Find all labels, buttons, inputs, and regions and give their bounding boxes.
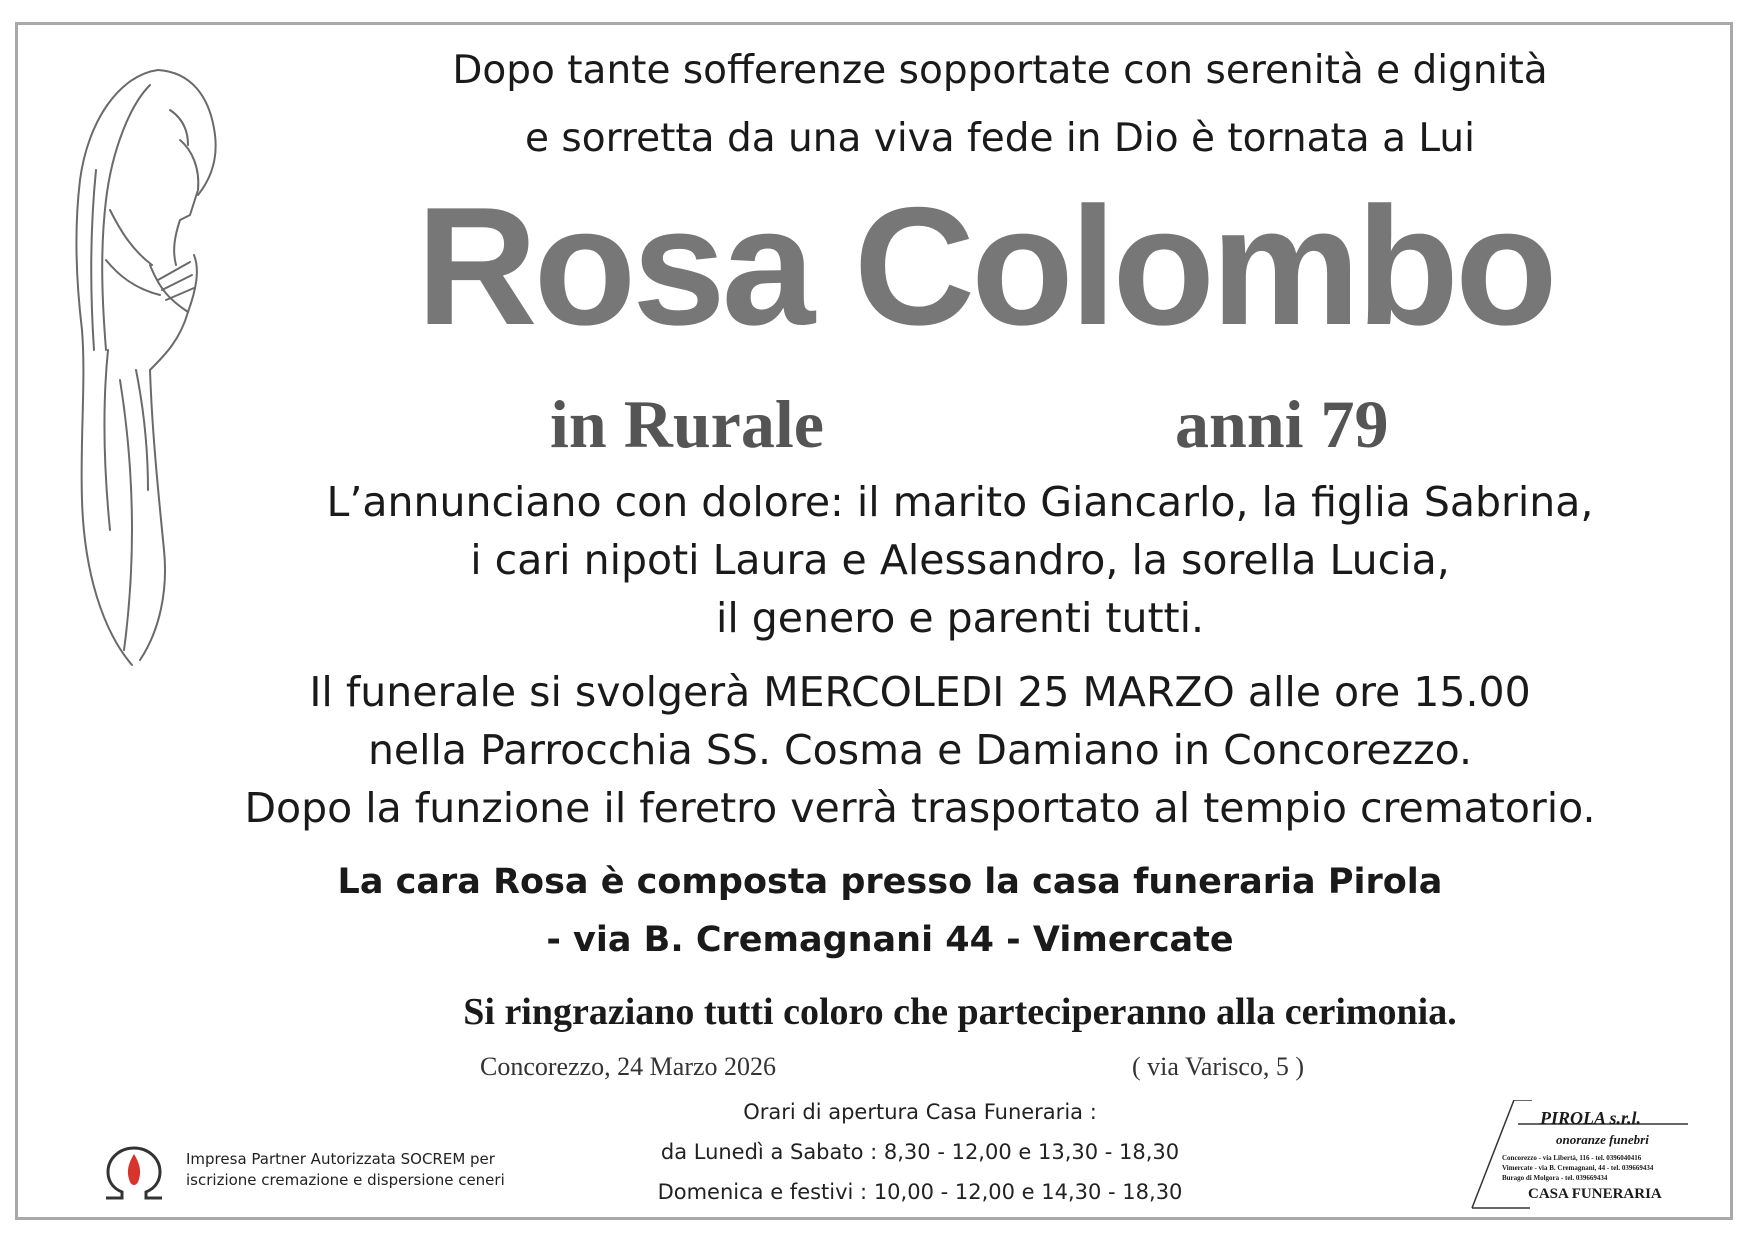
pirola-title: PIROLA s.r.l. [1540,1108,1642,1128]
funeral-line-1: Il funerale si svolgerà MERCOLEDI 25 MARZO alle ore 15.00 [309,668,1531,716]
home-line-2: - via B. Cremagnani 44 - Vimercate [546,920,1234,960]
funeral-line-2: nella Parrocchia SS. Cosma e Damiano in Concorezzo. [367,726,1473,774]
deceased-age: anni 79 [1175,386,1389,462]
married-name: in Rurale [550,386,824,462]
deceased-name: Rosa Colombo [416,172,1554,360]
hours-weekdays: da Lunedì a Sabato : 8,30 - 12,00 e 13,30 - 18,30 [660,1140,1180,1164]
home-address: ( via Varisco, 5 ) [1132,1052,1305,1081]
thanks-line: Si ringraziano tutti coloro che parteciperanno alla cerimonia. [463,991,1457,1033]
pirola-footer: CASA FUNERARIA [1528,1186,1662,1202]
omega-flame-icon [98,1140,170,1204]
announcement-line-3: il genero e parenti tutti. [715,594,1205,642]
pirola-address-1: Concorezzo - via Libertà, 116 - tel. 0396040416 [1502,1154,1642,1162]
announcement-line-2: i cari nipoti Laura e Alessandro, la sorella Lucia, [470,536,1450,584]
praying-madonna-drawing [40,50,235,680]
socrem-line-2: iscrizione cremazione e dispersione ceneri [186,1171,505,1189]
home-line-1: La cara Rosa è composta presso la casa funeraria Pirola [337,862,1443,902]
hours-holidays: Domenica e festivi : 10,00 - 12,00 e 14,30 - 18,30 [657,1180,1183,1204]
intro-line-2: e sorretta da una viva fede in Dio è tornata a Lui [525,116,1475,161]
pirola-subtitle: onoranze funebri [1556,1132,1649,1147]
intro-line-1: Dopo tante sofferenze sopportate con serenità e dignità [452,48,1548,93]
pirola-address-3: Burago di Molgora - tel. 039669434 [1502,1174,1608,1182]
socrem-line-1: Impresa Partner Autorizzata SOCREM per [186,1150,495,1168]
funeral-line-3: Dopo la funzione il feretro verrà trasportato al tempio crematorio. [244,784,1596,832]
hours-title: Orari di apertura Casa Funeraria : [743,1100,1097,1124]
announcement-line-1: L’annunciano con dolore: il marito Giancarlo, la figlia Sabrina, [326,478,1594,526]
pirola-address-2: Vimercate - via B. Cremagnani, 44 - tel. 039669434 [1502,1164,1654,1172]
place-date: Concorezzo, 24 Marzo 2026 [480,1052,777,1081]
